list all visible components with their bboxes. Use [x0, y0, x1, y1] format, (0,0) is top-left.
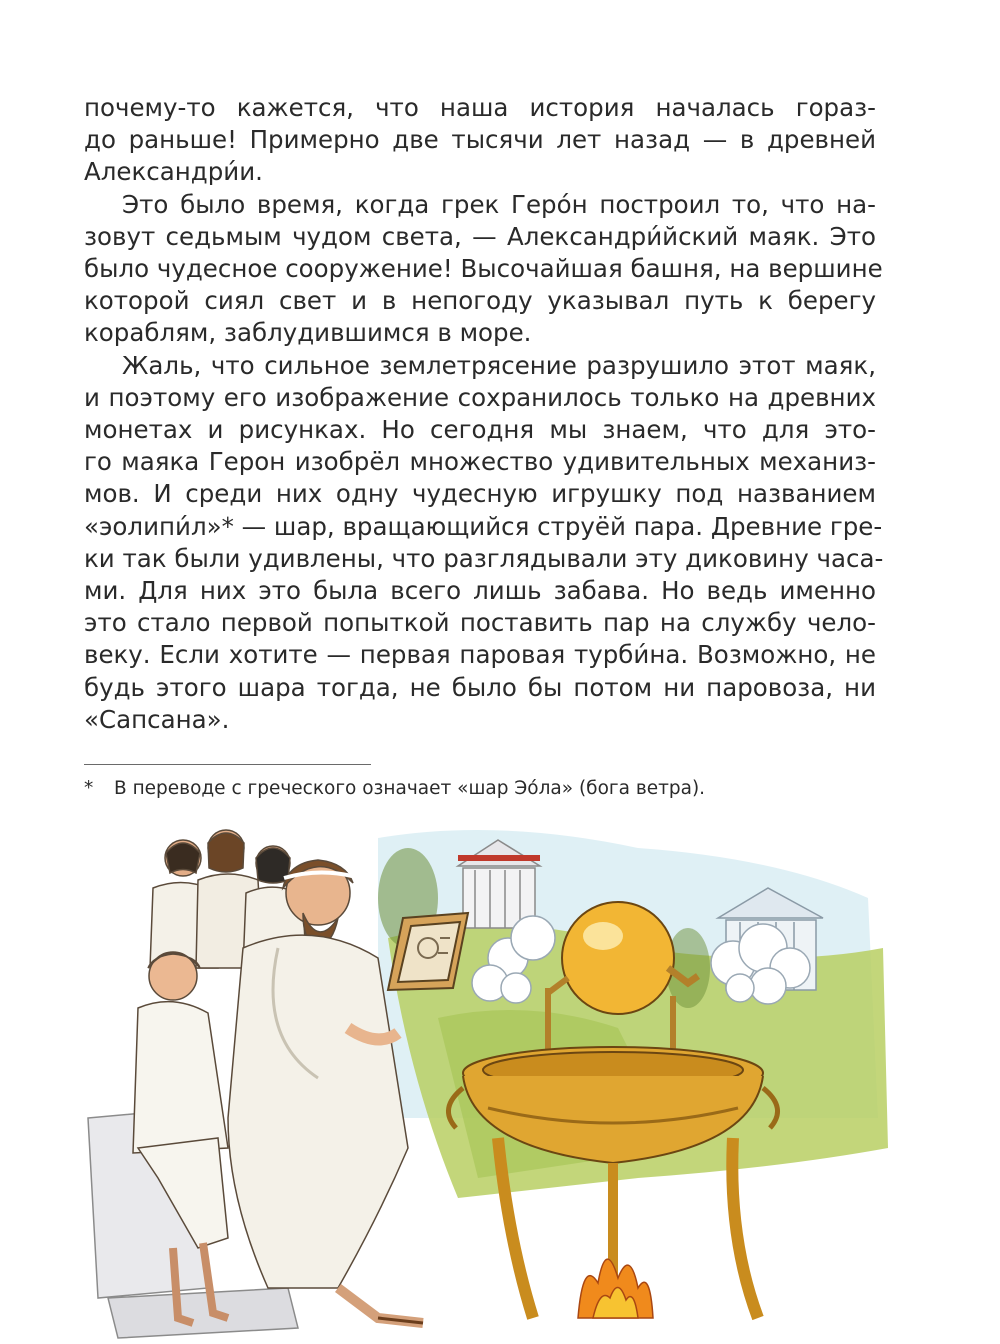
text-line: мов. И среди них одну чудесную игрушку под названием [84, 479, 876, 509]
footnote [84, 776, 884, 802]
footnote-text: В переводе с греческого означает «шар Эо́ла» (бога ветра). [114, 778, 706, 799]
text-line: было чудесное сооружение! Высочайшая башня, на вершине [84, 254, 883, 284]
footnote-marker: * [84, 778, 94, 799]
illustration-drawing [78, 818, 910, 1340]
text-line: Это было время, когда грек Геро́н построил то, что на- [122, 189, 876, 219]
paragraph-2 [84, 189, 883, 350]
aeolipile-illustration [78, 818, 910, 1340]
paragraph-3 [84, 350, 884, 736]
text-line: монетах и рисунках. Но сегодня мы знаем, что для это- [84, 415, 876, 445]
text-line: веку. Если хотите — первая паровая турби́на. Возможно, не [84, 640, 876, 670]
text-line: «Сапсана». [84, 704, 230, 734]
paragraph-1 [84, 92, 876, 189]
main-text [84, 92, 884, 736]
text-line: зовут седьмым чудом света, — Александри́йский маяк. Это [84, 221, 876, 251]
text-line: до раньше! Примерно две тысячи лет назад — в древней [84, 125, 876, 155]
text-line: будь этого шара тогда, не было бы потом ни паровоза, ни [84, 672, 876, 702]
footnote-divider [84, 764, 371, 765]
text-line: кораблям, заблудившимся в море. [84, 318, 532, 348]
text-line: Александри́и. [84, 157, 263, 187]
text-line: это стало первой попыткой поставить пар на службу чело- [84, 608, 876, 638]
text-line: ки так были удивлены, что разглядывали эту диковину часа- [84, 543, 884, 573]
text-line: которой сиял свет и в непогоду указывал путь к берегу [84, 286, 876, 316]
text-line: ми. Для них это была всего лишь забава. Но ведь именно [84, 576, 876, 606]
text-line: «эолипи́л»* — шар, вращающийся струёй пара. Древние гре- [84, 511, 883, 541]
text-line: почему-то кажется, что наша история началась гораз- [84, 93, 876, 122]
text-line: и поэтому его изображение сохранилось только на древних [84, 382, 876, 412]
text-line: го маяка Герон изобрёл множество удивительных механиз- [84, 447, 876, 477]
text-line: Жаль, что сильное землетрясение разрушило этот маяк, [122, 350, 876, 380]
